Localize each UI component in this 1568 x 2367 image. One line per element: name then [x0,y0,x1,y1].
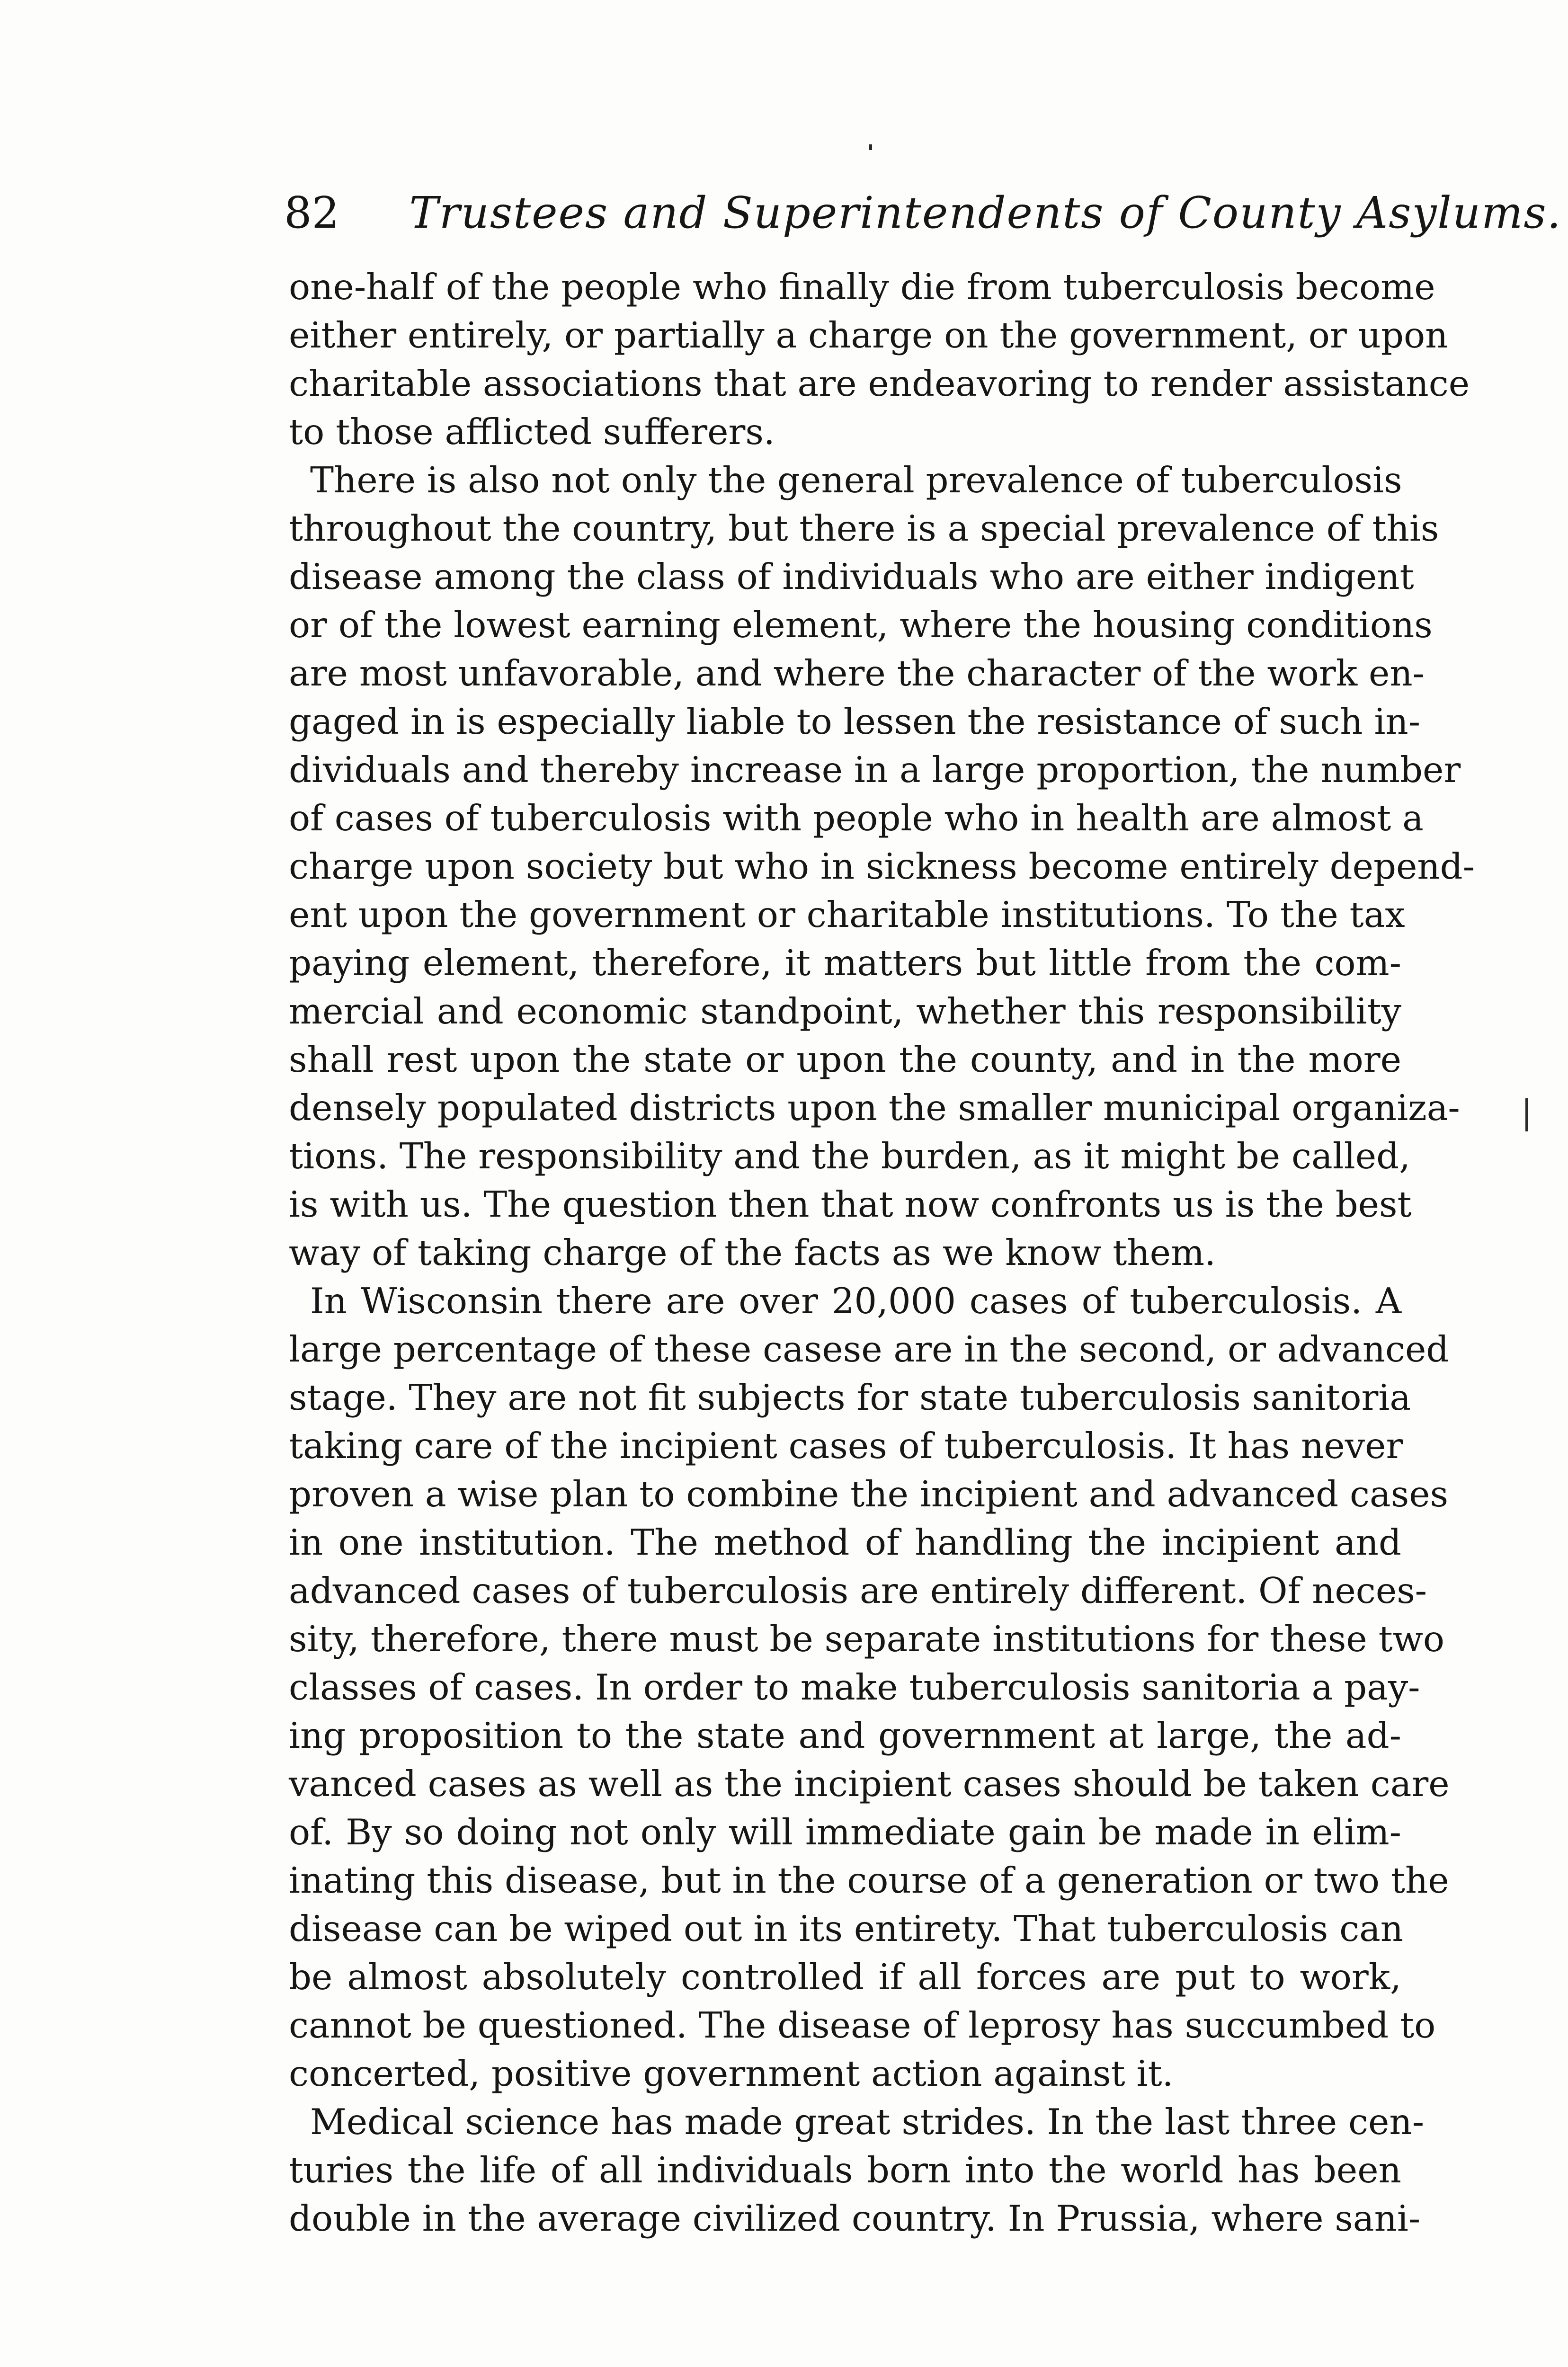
text-line: charitable associations that are endeavoring to render assistance [289,363,1470,404]
text-line: shall rest upon the state or upon the county, and in the more [289,1039,1401,1080]
text-line: stage. They are not fit subjects for state tuberculosis sanitoria [289,1377,1411,1418]
text-line: cannot be questioned. The disease of leprosy has succumbed to [289,2004,1436,2046]
text-line: vanced cases as well as the incipient cases should be taken care [289,1763,1450,1805]
text-line: to those afflicted sufferers. [289,411,775,453]
text-line: one-half of the people who finally die from tuberculosis become [289,266,1435,308]
text-line: In Wisconsin there are over 20,000 cases of tuberculosis. A [310,1280,1401,1322]
text-line: proven a wise plan to combine the incipient and advanced cases [289,1473,1449,1515]
text-line: are most unfavorable, and where the character of the work en- [289,652,1425,694]
text-line: either entirely, or partially a charge on the government, or upon [289,314,1448,356]
text-line: charge upon society but who in sickness become entirely depend- [289,845,1475,887]
text-line: is with us. The question then that now confronts us is the best [289,1184,1412,1225]
text-line: advanced cases of tuberculosis are entirely different. Of neces- [289,1570,1427,1611]
text-line: of cases of tuberculosis with people who in health are almost a [289,797,1424,839]
text-line: double in the average civilized country. In Prussia, where sani- [289,2198,1421,2239]
text-line: gaged in is especially liable to lessen the resistance of such in- [289,701,1421,742]
body-text [289,263,1475,2242]
page-header [284,180,1562,246]
text-line: in one institution. The method of handling the incipient and [289,1522,1401,1563]
text-line: ent upon the government or charitable institutions. To the tax [289,894,1405,935]
text-line: mercial and economic standpoint, whether this responsibility [289,990,1401,1032]
text-line: tions. The responsibility and the burden, as it might be called, [289,1135,1410,1177]
text-line: densely populated districts upon the smaller municipal organiza- [289,1087,1460,1129]
text-line: ing proposition to the state and government at large, the ad- [289,1715,1401,1756]
ink-speck [869,144,872,150]
text-line: sity, therefore, there must be separate institutions for these two [289,1618,1445,1660]
text-line: classes of cases. In order to make tuberculosis sanitoria a pay- [289,1666,1420,1708]
text-line: disease can be wiped out in its entirety. That tuberculosis can [289,1908,1404,1949]
text-line: throughout the country, but there is a special prevalence of this [289,507,1439,549]
text-line: of. By so doing not only will immediate gain be made in elim- [289,1811,1401,1853]
text-line: dividuals and thereby increase in a large proportion, the number [289,749,1461,791]
text-line: taking care of the incipient cases of tuberculosis. It has never [289,1425,1403,1467]
page-number: 82 [284,187,340,238]
margin-mark [1525,1098,1528,1131]
text-line: There is also not only the general prevalence of tuberculosis [310,459,1402,501]
text-line: be almost absolutely controlled if all forces are put to work, [289,1956,1401,1998]
text-line: large percentage of these casese are in the second, or advanced [289,1328,1449,1370]
paragraph [289,263,1470,456]
text-line: turies the life of all individuals born into the world has been [289,2149,1401,2191]
paragraph [289,1277,1450,2098]
text-line: or of the lowest earning element, where the housing conditions [289,604,1433,646]
text-line: Medical science has made great strides. In the last three cen- [310,2101,1425,2143]
running-title: Trustees and Superintendents of County Asylums. [409,187,1562,238]
text-line: disease among the class of individuals who are either indigent [289,556,1414,597]
text-line: concerted, positive government action against it. [289,2053,1174,2094]
text-line: way of taking charge of the facts as we know them. [289,1232,1216,1273]
text-line: paying element, therefore, it matters but little from the com- [289,942,1401,984]
paragraph [289,456,1475,1277]
text-line: inating this disease, but in the course of a generation or two the [289,1860,1449,1901]
paragraph [289,2098,1425,2242]
